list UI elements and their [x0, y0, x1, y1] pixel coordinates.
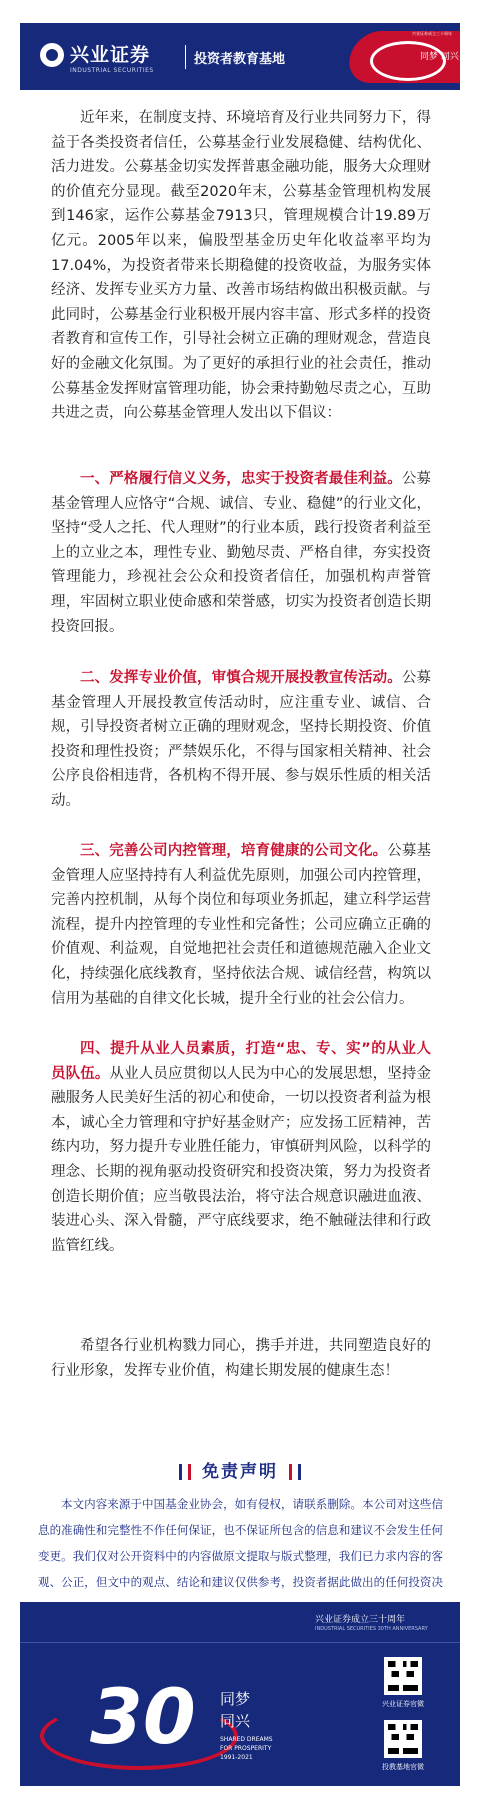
slogan-en-2: FOR PROSPERITY — [220, 1745, 272, 1752]
initiative-1-body: 公募基金管理人应恪守“合规、诚信、专业、稳健”的行业文化，坚持“受人之托、代人理财”的行业本质，践行投资者利益至上的立业之本，理性专业、勤勉尽责、严格自律，夯实投资管理能力，珍视社会公众和投资者信任，加强机构声誉管理，牢固树立职业使命感和荣誉感，切实为投资者创造长期投资回报。 — [51, 471, 432, 635]
initiative-3 — [51, 839, 431, 1011]
initiative-2-body: 公募基金管理人开展投教宣传活动时，应注重专业、诚信、合规，引导投资者树立正确的理财观念，坚持长期投资、价值投资和理性投资；严禁娱乐化，不得与国家相关精神、社会公序良俗相违背，各机构不得开展、参与娱乐性质的相关活动。 — [51, 670, 432, 809]
closing-paragraph: 希望各行业机构戮力同心，携手并进，共同塑造良好的行业形象，发挥专业价值，构建长期发展的健康生态！ — [51, 1338, 431, 1379]
title-bar-icon — [289, 1464, 292, 1480]
footer-anniversary-en: INDUSTRIAL SECURITIES 30TH ANNIVERSARY — [315, 1626, 428, 1632]
footer-anniversary-text: 兴业证券成立三十周年 — [315, 1615, 406, 1625]
initiative-3-heading: 三、完善公司内控管理，培育健康的公司文化。 — [80, 843, 388, 859]
footer-banner — [20, 1602, 460, 1786]
qr-label-1: 兴业证券官微 — [382, 1700, 424, 1708]
initiative-4-body: 从业人员应贯彻以人民为中心的发展思想，坚持金融服务人民美好生活的初心和使命，一切以投资者利益为根本，诚心全力管理和守护好基金财产；应发扬工匠精神，苦练内功，努力提升专业胜任能力，审慎研判风险，以科学的理念、长期的视角驱动投资研究和投资决策，努力为投资者创造长期价值；应当敬畏法治，将守法合规意识融进血液、装进心头、深入骨髓，严守底线要求，绝不触碰法律和行政监管红线。 — [51, 1065, 432, 1254]
slogan-line-2: 同兴 — [220, 1712, 251, 1730]
anniversary-tiny-text: 兴业证券成立三十周年 — [412, 31, 452, 36]
disclaimer-body: 本文内容来源于中国基金业协会，如有侵权，请联系删除。本公司对这些信息的准确性和完整性不作任何保证，也不保证所包含的信息和建议不会发生任何变更。我们仅对公开资料中的内容做原文提取与版式整理，我们已力求内容的客观、公正，但文中的观点、结论和建议仅供参考，投资者据此做出的任何投资决 — [38, 1497, 443, 1589]
slogan-en-1: SHARED DREAMS — [220, 1736, 273, 1743]
disclaimer-heading — [0, 1457, 480, 1482]
anniversary-30-logo: 30 — [90, 1672, 196, 1761]
qr-code-icon[interactable] — [384, 1657, 422, 1695]
investor-education-base: 投资者教育基地 — [194, 52, 286, 67]
slogan-years: 1991-2021 — [220, 1754, 253, 1761]
qr-code-icon[interactable] — [384, 1720, 422, 1758]
header-banner — [20, 23, 460, 90]
slogan-line-1: 同梦 — [220, 1690, 251, 1708]
initiative-2-heading: 二、发挥专业价值，审慎合规开展投教宣传活动。 — [80, 670, 402, 686]
title-bar-icon — [188, 1464, 191, 1480]
initiative-4 — [51, 1037, 431, 1258]
intro-paragraph: 近年来，在制度支持、环境培育及行业共同努力下，得益于各类投资者信任，公募基金行业发展稳健、结构优化、活力进发。公募基金切实发挥普惠金融功能，服务大众理财的价值充分显现。截至2020年末，公募基金管理机构发展到146家，运作公募基金7913只，管理规模合计19.89万亿元。2005年以来，偏股型基金历史年化收益率平均为17.04%，为投资者带来长期稳健的投资收益，为服务实体经济、发挥专业买方力量、改善市场结构做出积极贡献。与此同时，公募基金行业积极开展内容丰富、形式多样的投资者教育和宣传工作，引导社会树立正确的理财观念，营造良好的金融文化氛围。为了更好的承担行业的社会责任，推动公募基金发挥财富管理功能，协会秉持勤勉尽责之心，互助共进之责，向公募基金管理人发出以下倡议： — [51, 110, 431, 422]
initiative-1-heading: 一、严格履行信义义务，忠实于投资者最佳利益。 — [80, 471, 402, 487]
brand-name-en: INDUSTRIAL SECURITIES — [70, 67, 154, 74]
initiative-1 — [51, 467, 431, 639]
anniversary-tag: 同梦 同兴 — [420, 52, 459, 62]
initiative-3-body: 公募基金管理人应坚持持有人利益优先原则，加强公司内控管理，完善内控机制，从每个岗位和每项业务抓起，建立科学运营流程，提升内控管理的专业性和完备性；公司应确立正确的价值观、利益观，自觉地把社会责任和道德规范融入企业文化，持续强化底线教育，坚持依法合规、诚信经营，构筑以信用为基础的自律文化长城，提升全行业的社会公信力。 — [51, 843, 432, 1007]
brand-logo-icon — [40, 43, 64, 67]
brand-name: 兴业证券 — [70, 44, 151, 66]
initiative-2 — [51, 666, 431, 814]
footer-divider — [20, 1642, 460, 1643]
title-bar-icon — [179, 1464, 182, 1480]
title-bar-icon — [298, 1464, 301, 1480]
banner-divider — [185, 45, 186, 69]
qr-label-2: 投教基地官微 — [382, 1763, 424, 1771]
disclaimer-title: 免责声明 — [202, 1462, 278, 1482]
initiative-4-heading: 四、提升从业人员素质，打造“忠、专、实”的从业人员队伍。 — [51, 1041, 431, 1082]
